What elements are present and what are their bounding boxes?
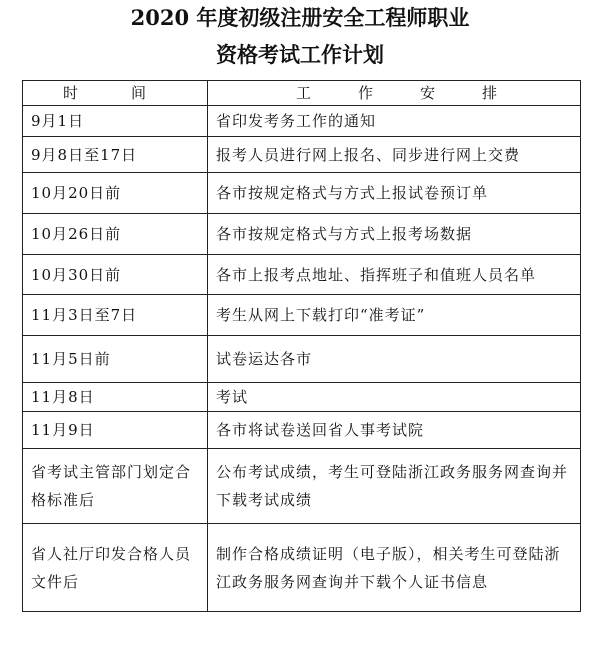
time-cell: 9月1日 (23, 106, 208, 137)
table-row (23, 255, 581, 295)
task-cell: 制作合格成绩证明（电子版），相关考生可登陆浙江政务服务网查询并下载个人证书信息 (208, 524, 581, 612)
time-cell: 11月3日至7日 (23, 295, 208, 336)
table-header-row (23, 81, 581, 106)
time-cell: 9月8日至17日 (23, 137, 208, 173)
header-task-char: 排 (481, 84, 498, 102)
table-row (23, 383, 581, 412)
table-row (23, 173, 581, 214)
task-cell: 公布考试成绩，考生可登陆浙江政务服务网查询并下载考试成绩 (208, 449, 581, 524)
table-row (23, 137, 581, 173)
header-time (23, 81, 208, 106)
header-task-char: 安 (419, 84, 436, 102)
time-cell: 11月5日前 (23, 336, 208, 383)
task-cell: 试卷运达各市 (208, 336, 581, 383)
table-row (23, 214, 581, 255)
table-row (23, 106, 581, 137)
time-cell: 10月30日前 (23, 255, 208, 295)
task-cell: 各市上报考点地址、指挥班子和值班人员名单 (208, 255, 581, 295)
time-cell: 11月9日 (23, 412, 208, 449)
task-cell: 各市按规定格式与方式上报考场数据 (208, 214, 581, 255)
document-title-line-1: 2020 年度初级注册安全工程师职业 (130, 5, 470, 30)
table-row (23, 295, 581, 336)
table-row (23, 449, 581, 524)
time-cell: 11月8日 (23, 383, 208, 412)
time-cell: 省考试主管部门划定合格标准后 (23, 449, 208, 524)
table-row (23, 524, 581, 612)
header-time-char: 间 (130, 84, 147, 102)
task-cell: 报考人员进行网上报名、同步进行网上交费 (208, 137, 581, 173)
time-cell: 省人社厅印发合格人员文件后 (23, 524, 208, 612)
task-cell: 各市将试卷送回省人事考试院 (208, 412, 581, 449)
header-task (208, 81, 581, 106)
task-cell: 考生从网上下载打印“准考证” (208, 295, 581, 336)
time-cell: 10月20日前 (23, 173, 208, 214)
table-row (23, 336, 581, 383)
task-cell: 各市按规定格式与方式上报试卷预订单 (208, 173, 581, 214)
time-cell: 10月26日前 (23, 214, 208, 255)
header-task-char: 工 (296, 84, 313, 102)
task-cell: 省印发考务工作的通知 (208, 106, 581, 137)
schedule-table (22, 80, 581, 612)
task-cell: 考试 (208, 383, 581, 412)
document-title-line-2: 资格考试工作计划 (216, 42, 384, 67)
header-time-char: 时 (63, 84, 80, 102)
header-task-char: 作 (357, 84, 374, 102)
table-row (23, 412, 581, 449)
